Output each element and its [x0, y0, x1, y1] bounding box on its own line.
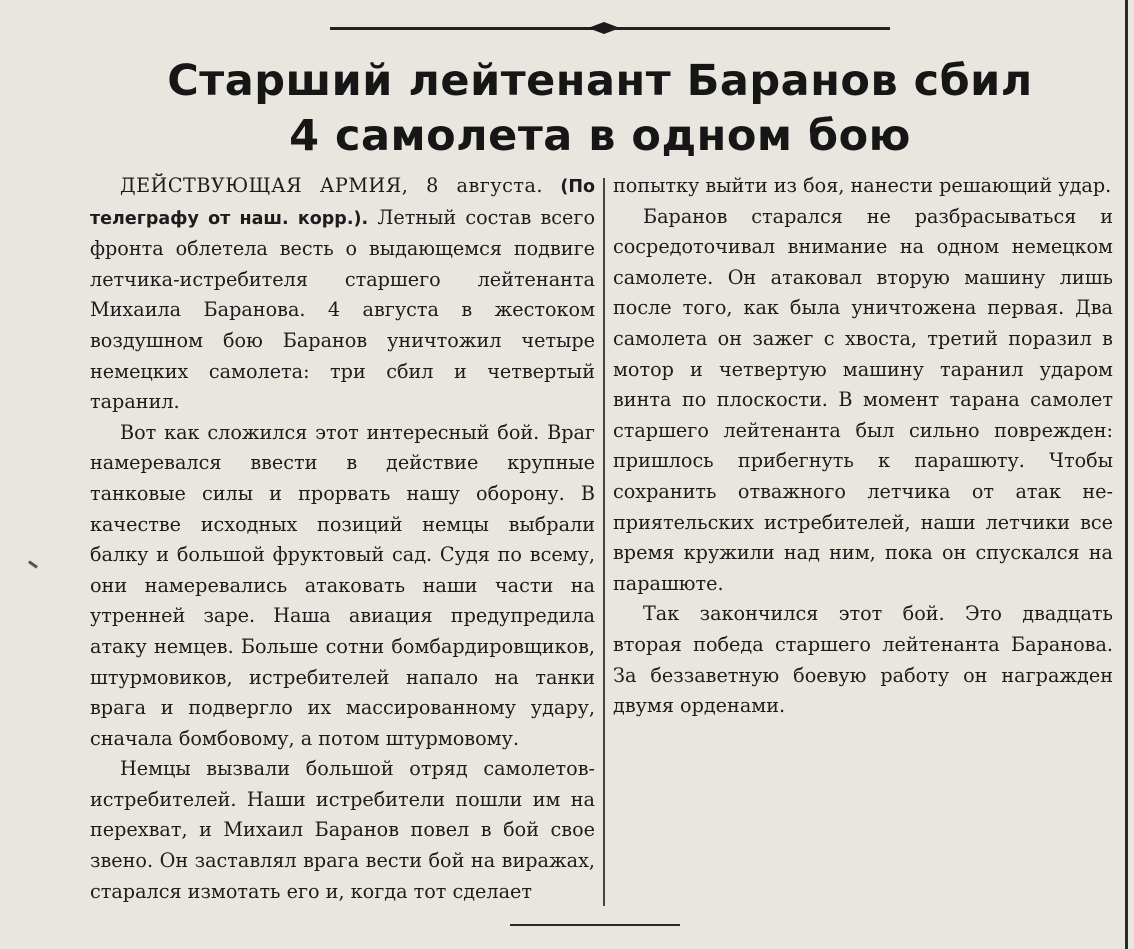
article-paragraph: Так закончился этот бой. Это двадцать вторая победа старшего лейтенанта Баранова. За беззаветную боевую работу он награжден двумя орденами.: [613, 602, 1113, 718]
article-paragraph: Вот как сложился этот интересный бой. Враг намеревался ввести в действие крупные танковые силы и прорвать нашу оборону. В качестве исходных позиций немцы выбрали балку и большой фруктовый сад. Судя по всему, они намеревались атаковать наши части на утренней заре. Наша авиация предупредила атаку немцев. Больше сотни бомбардировщиков, штурмовиков, истребителей напало на танки врага и подвергло их массированному удару, сначала бомбовому, а потом штурмовому.: [90, 420, 595, 750]
article-paragraph: Немцы вызвали большой отряд самолетов-истребителей. Наши истребители пошли им на перехват, и Михаил Баранов повел в бой свое звено. Он заставлял врага вести бой на виражах, старался измотать его и, когда тот сделает: [90, 757, 595, 903]
article-paragraph: Баранов старался не разбрасываться и сосредоточивал внимание на одном немецком самолете. Он атаковал вторую машину лишь после того, как была уничтожена первая. Два самолета он зажег с хвоста, третий поразил в мотор и четвертую машину таранил ударом винта по плоскости. В момент тарана самолет старшего лейтенанта был сильно поврежден: пришлось прибегнуть к парашюту. Чтобы сохранить отважного летчика от атак неприятельских истребителей, наши летчики все время кружили над ним, пока он спускался на парашюте.: [613, 204, 1113, 595]
headline-line-2: 4 самолета в одном бою: [289, 111, 911, 161]
article-paragraph-continued: попытку выйти из боя, нанести решающий удар.: [613, 174, 1112, 197]
column-divider: [603, 178, 605, 906]
ink-speck: [28, 560, 38, 568]
top-rule: [610, 27, 890, 30]
article-column-right: [613, 171, 1113, 722]
credit-line: (По телеграфу от наш. корр.).: [90, 177, 595, 229]
article-column-left: [90, 171, 595, 907]
column-border: [1125, 0, 1128, 949]
paragraph-text: Летный состав всего фронта облетела весть о выдающемся подвиге летчика-истребителя старшего лейтенанта Михаила Баранова. 4 августа в жестоком воздушном бою Баранов уничтожил четыре немецких самолета: три сбил и четвертый таранил.: [90, 205, 595, 414]
top-rule: [330, 27, 595, 30]
headline: [100, 54, 1100, 164]
headline-line-1: Старший лейтенант Баранов сбил: [167, 56, 1033, 106]
article-paragraph: [90, 171, 595, 418]
bottom-rule: [510, 924, 680, 926]
dateline: ДЕЙСТВУЮЩАЯ АРМИЯ, 8 августа.: [120, 174, 544, 197]
